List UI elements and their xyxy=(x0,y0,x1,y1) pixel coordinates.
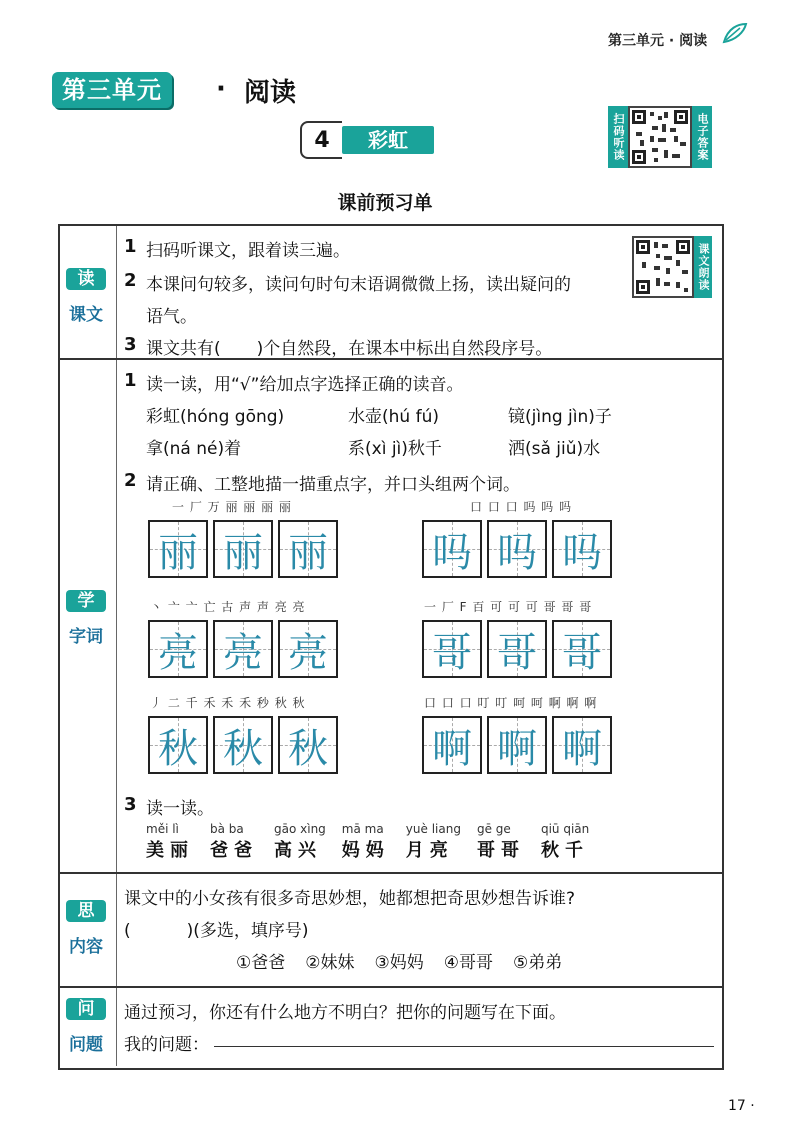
trace-cell[interactable]: 秋 xyxy=(148,716,208,774)
tag-read-sub: 课文 xyxy=(69,305,103,325)
paragraph-count-question xyxy=(146,334,552,359)
text-part: ( xyxy=(124,921,131,941)
tag-learn-sub: 字词 xyxy=(69,627,103,647)
leaf-icon xyxy=(722,22,748,44)
trace-cell[interactable]: 亮 xyxy=(213,620,273,678)
word-item: mā ma 妈妈 xyxy=(341,822,390,861)
char-grid-row xyxy=(148,716,338,774)
item-number: 2 xyxy=(124,270,137,291)
instruction-text-cont: 语气。 xyxy=(146,307,197,327)
lesson-heading xyxy=(300,122,434,158)
word-item: gē ge 哥哥 xyxy=(476,822,525,861)
question-answer-line[interactable] xyxy=(214,1046,714,1047)
qr-code-reading[interactable] xyxy=(632,236,712,298)
row-divider xyxy=(58,872,722,874)
pinyin-choice[interactable]: 水壶(hú fú) xyxy=(348,407,439,427)
option[interactable]: ②妹妹 xyxy=(305,953,355,973)
running-header: 第三单元 · 阅读 xyxy=(608,33,708,49)
item-number: 1 xyxy=(124,370,137,391)
lesson-title: 彩虹 xyxy=(342,126,434,154)
instruction-text: 本课问句较多，读问句时句末语调微微上扬，读出疑问的 xyxy=(146,275,571,295)
char-grid-row xyxy=(148,520,338,578)
word-item: gāo xìng 高兴 xyxy=(274,822,326,861)
qr-right-label: 电子答案 xyxy=(692,106,712,168)
trace-cell[interactable]: 啊 xyxy=(487,716,547,774)
pinyin-choice[interactable]: 镜(jìng jìn)子 xyxy=(508,407,612,427)
item-number: 3 xyxy=(124,794,137,815)
text-part: )(多选，填序号) xyxy=(186,921,309,941)
trace-cell[interactable]: 啊 xyxy=(552,716,612,774)
text-part: 课文共有( xyxy=(146,339,221,359)
stroke-order: 丶 亠 亠 亡 古 声 声 亮 亮 xyxy=(150,600,306,614)
trace-cell[interactable]: 哥 xyxy=(422,620,482,678)
question-label: 我的问题： xyxy=(124,1035,209,1055)
trace-cell[interactable]: 吗 xyxy=(487,520,547,578)
qr-code-image[interactable] xyxy=(628,106,692,168)
trace-cell[interactable]: 哥 xyxy=(487,620,547,678)
trace-cell[interactable]: 丽 xyxy=(278,520,338,578)
option[interactable]: ④哥哥 xyxy=(443,953,493,973)
text-part: )个自然段，在课本中标出自然段序号。 xyxy=(256,339,553,359)
trace-cell[interactable]: 哥 xyxy=(552,620,612,678)
option[interactable]: ⑤弟弟 xyxy=(513,953,563,973)
qr-code-image[interactable] xyxy=(632,236,694,298)
word-item: bà ba 爸爸 xyxy=(210,822,258,861)
trace-cell[interactable]: 亮 xyxy=(148,620,208,678)
think-hint xyxy=(124,916,309,941)
qr-left-label: 扫码听读 xyxy=(608,106,628,168)
item-number: 3 xyxy=(124,334,137,355)
trace-cell[interactable]: 吗 xyxy=(422,520,482,578)
char-grid-row xyxy=(422,620,612,678)
pinyin-choice[interactable]: 拿(ná né)着 xyxy=(146,439,242,459)
char-grid-row xyxy=(422,716,612,774)
stroke-order: 一 厂 万 丽 丽 丽 丽 xyxy=(172,500,292,514)
item-number: 1 xyxy=(124,236,137,257)
unit-dot: · xyxy=(216,74,226,104)
tag-read: 读 xyxy=(66,268,106,290)
instruction-text: 扫码听课文，跟着读三遍。 xyxy=(146,241,350,261)
char-grid-row xyxy=(148,620,338,678)
trace-cell[interactable]: 丽 xyxy=(213,520,273,578)
pinyin-choice[interactable]: 洒(sǎ jiǔ)水 xyxy=(508,439,601,459)
trace-cell[interactable]: 吗 xyxy=(552,520,612,578)
ask-instruction: 通过预习，你还有什么地方不明白？把你的问题写在下面。 xyxy=(124,1003,566,1023)
stroke-order: 口 口 口 叮 叮 呵 呵 啊 啊 啊 xyxy=(424,696,598,710)
tag-ask: 问 xyxy=(66,998,106,1020)
option[interactable]: ③妈妈 xyxy=(374,953,424,973)
trace-cell[interactable]: 啊 xyxy=(422,716,482,774)
word-item: yuè liang 月亮 xyxy=(405,822,461,861)
think-question: 课文中的小女孩有很多奇思妙想，她都想把奇思妙想告诉谁? xyxy=(124,889,576,909)
tag-ask-sub: 问题 xyxy=(69,1035,103,1055)
unit-subtitle: 阅读 xyxy=(244,78,297,108)
tag-think-sub: 内容 xyxy=(69,937,103,957)
pinyin-choice[interactable]: 彩虹(hóng gōng) xyxy=(146,407,285,427)
tag-think: 思 xyxy=(66,900,106,922)
pinyin-choice[interactable]: 系(xì jì)秋千 xyxy=(348,439,442,459)
word-list xyxy=(146,822,589,862)
char-grid-row xyxy=(422,520,612,578)
trace-cell[interactable]: 亮 xyxy=(278,620,338,678)
lesson-number: 4 xyxy=(300,121,342,159)
stroke-order: 丿 二 千 禾 禾 禾 秒 秋 秋 xyxy=(150,696,306,710)
trace-cell[interactable]: 秋 xyxy=(213,716,273,774)
instruction-text: 读一读。 xyxy=(146,799,214,819)
word-item: qiū qiān 秋千 xyxy=(540,822,590,861)
qr2-side-label: 课文朗读 xyxy=(694,236,712,298)
tag-learn: 学 xyxy=(66,590,106,612)
instruction-text: 读一读，用“√”给加点字选择正确的读音。 xyxy=(146,375,464,395)
trace-cell[interactable]: 丽 xyxy=(148,520,208,578)
stroke-order: 口 口 口 吗 吗 吗 xyxy=(470,500,573,514)
stroke-order: 一 厂 F 百 可 可 可 哥 哥 哥 xyxy=(424,600,593,614)
word-item: měi lì 美丽 xyxy=(146,822,194,861)
item-number: 2 xyxy=(124,470,137,491)
unit-title-box: 第三单元 xyxy=(52,72,172,108)
qr-code-top[interactable] xyxy=(608,106,712,168)
instruction-text: 请正确、工整地描一描重点字，并口头组两个词。 xyxy=(146,475,520,495)
option[interactable]: ①爸爸 xyxy=(236,953,286,973)
page-subtitle: 课前预习单 xyxy=(337,192,433,214)
column-divider xyxy=(116,226,117,1066)
trace-cell[interactable]: 秋 xyxy=(278,716,338,774)
row-divider xyxy=(58,986,722,988)
option-list xyxy=(236,948,562,973)
page-number: 17 · xyxy=(728,1098,755,1114)
